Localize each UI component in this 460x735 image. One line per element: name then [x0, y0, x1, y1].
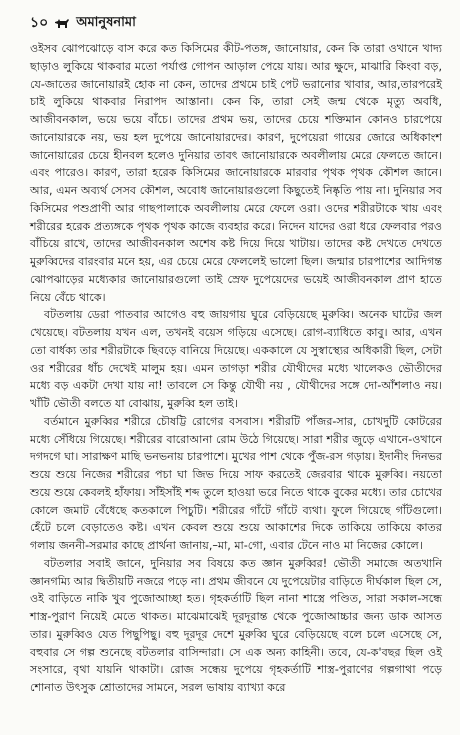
- paragraph: বর্তমানে মুরুব্বির শরীরে চৌষট্টি রোগের বসবাস। শরীরটি পাঁজর-সার, চোখদুটি কোটরের মধ্যে সেঁধিয়ে গিয়েছে। শরীরের বারোআনা রোম উঠে গিয়েছে। সারা শরীর জুড়ে এখানে-ওখানে দগদগে ঘা। সারাক্ষণ মাছি ভনভনায় চারপাশে। মুখের পাশ থেকে পুঁজ-রস গড়ায়। ইদানীং দিনভর শুয়ে শুয়ে নিজের শরীরের পচা ঘা জিভ দিয়ে সাফ করতেই জেরবার থাকে মুরুব্বি। নয়তো শুয়ে শুয়ে কেবলই হাঁফায়। সাঁইসাঁই শব্দ তুলে হাওয়া ভরে নিতে থাকে বুকের মধ্যে। তার চোখের কোলে জমাট বেঁধেছে কতকালে পিচুটি। শরীরের গাঁটে গাঁটে ব্যথা। ফুলে গিয়েছে গাঁটগুলো। হেঁটে চলে বেড়াতেও কষ্ট। এখন কেবল শুয়ে শুয়ে আকাশের দিকে তাকিয়ে তাকিয়ে কাতর গলায় জননী-সরমার কাছে প্রার্থনা জানায়,–মা, মা-গো, এবার টেনে নাও মা নিজের কোলে।: [30, 414, 442, 552]
- dog-icon: [54, 17, 70, 29]
- paragraph: বটতলার সবাই জানে, দুনিয়ার সব বিষয়ে কত জ্ঞান মুরুব্বির! ভৌতী সমাজে অতখানি জ্ঞানগম্যি আর দ্বিতীয়টি নজরে পড়ে না। প্রথম জীবনে যে দুপেয়েটার বাড়িতে দীর্ঘকাল ছিল সে, ওই বাড়িতে নাকি খুব পুজোআচ্ছা হত। গৃহকর্তাটি ছিল নানা শাস্ত্রে পণ্ডিত, সারা সকাল-সন্ধে শাস্ত্র-পুরাণ নিয়েই মেতে থাকত। মাঝেমাঝেই দূরদূরান্ত থেকে পুজোআচ্চার জন্য ডাক আসত তার। মুরুব্বিও যেত পিছুপিছু। বহু দূরদূর দেশে মুরুব্বি ঘুরে বেড়িয়েছে বলে চলে এসেছে সে, বহুবার সে গল্প শুনেছে বটতলার বাসিন্দারা। সে এক অন্য কাহিনী। তবে, যে-ক'বছর ছিল ওই সংসারে, বৃথা যায়নি থাকাটা। রোজ সন্ধেয় দুপেয়ে গৃহকর্তাটি শাস্ত্র-পুরাণের গল্পগাথা পড়ে শোনাত উৎসুক শ্রোতাদের সামনে, সরল ভাষায় ব্যাখ্যা করে: [30, 556, 442, 694]
- paragraph: বটতলায় ডেরা পাতবার আগেও বহু জায়গায় ঘুরে বেড়িয়েছে মুরুব্বি। অনেক ঘাটের জল খেয়েছে। বটতলায় যখন এল, তখনই বয়েস গড়িয়ে এসেছে। রোগ-ব্যাধিতে কাবু। আর, এখন তো বার্ধক্য তার শরীরটাকে ছিবড়ে বানিয়ে দিয়েছে। এককালে যে সুস্বাস্থ্যের অধিকারী ছিল, সেটা ওর শরীরের ধাঁচ দেখেই মালুম হয়। এমন তাগড়া শরীর যৌথীদের মধ্যে খালেকও ভৌতীদের মধ্যে বড় একটা দেখা যায় না! তাবলে সে কিন্তু যৌথী নয় , যৌথীদের সঙ্গে দো-আঁশলাও নয়। খাঁটি ভৌতী বলতে যা বোঝায়, মুরুব্বি হল তাই।: [30, 308, 442, 410]
- page-number: ১০: [30, 15, 49, 31]
- page-header: [30, 12, 442, 34]
- page-body: [30, 40, 442, 697]
- book-title: অমানুষনামা: [76, 14, 136, 30]
- paragraph: ওইসব ঝোপঝোড়ে বাস করে কত কিসিমের কীট-পতঙ্গ, জানোয়ার, কেন কি তারা ওখানে খাদ্য ছাড়াও লুকিয়ে থাকবার মতো পর্যাপ্ত গোপন আড়াল পেয়ে যায়। আর ক্ষুদে, মাঝারি কিংবা বড়, যে-জাতের জানোয়ারই হোক না কেন, তাদের প্রথমে চাই পেট ভরানোর খাবার, আর,তারপরেই চাই লুকিয়ে থাকবার নিরাপদ আস্তানা। কেন কি, তারা সেই জন্ম থেকে মৃত্যু অবধি, আজীবনকাল, ভয়ে ভয়ে বাঁচে। তাদের প্রথম ভয়, তাদের চেয়ে শক্তিমান কোনও চারপেয়ে জানোয়ারকে নয়, ভয় হল দুপেয়ে জানোয়ারদের। কারণ, দুপেয়েরা গায়ের জোরে অধিকাংশ জানোয়ারের চেয়ে হীনবল হলেও দুনিয়ার তাবৎ জানোয়ারকে অবলীলায় মেরে ফেলতে জানে। এবং পারেও। কারণ, তারা হরেক কিসিমের জানোয়ারকে মারবার পৃথক পৃথক কৌশল জানে। আর, এমন অব্যর্থ সেসব কৌশল, অবোধ জানোয়ারগুলো কিছুতেই নিষ্কৃতি পায় না। দুনিয়ার সব কিসিমের পশুপ্রাণী আর গাছপালাকে অবলীলায় মেরে ফেলে ওরা। ওদের শরীরটাকে খায় এবং শরীরের হরেক প্রত্যঙ্গকে পৃথক পৃথক কাজে ব্যবহার করে। নিদেন যাদের ওরা ধরে ফেলবার পরও বাঁচিয়ে রাখে, তাদের আজীবনকাল অশেষ কষ্ট দিয়ে দিয়ে খাটায়। তাদের কষ্ট দেখতে দেখতে মুরুব্বিদের বারংবার মনে হয়, এর চেয়ে মেরে ফেললেই ভালো ছিল। জন্মার চারপাশের আদিগন্ত ঝোপঝাড়ের মধ্যেকার জানোয়ারগুলো তাই স্রেফ দুপেয়েদের ভয়েই আজীবনকাল প্রাণ হাতে নিয়ে বেঁচে থাকে।: [30, 42, 442, 304]
